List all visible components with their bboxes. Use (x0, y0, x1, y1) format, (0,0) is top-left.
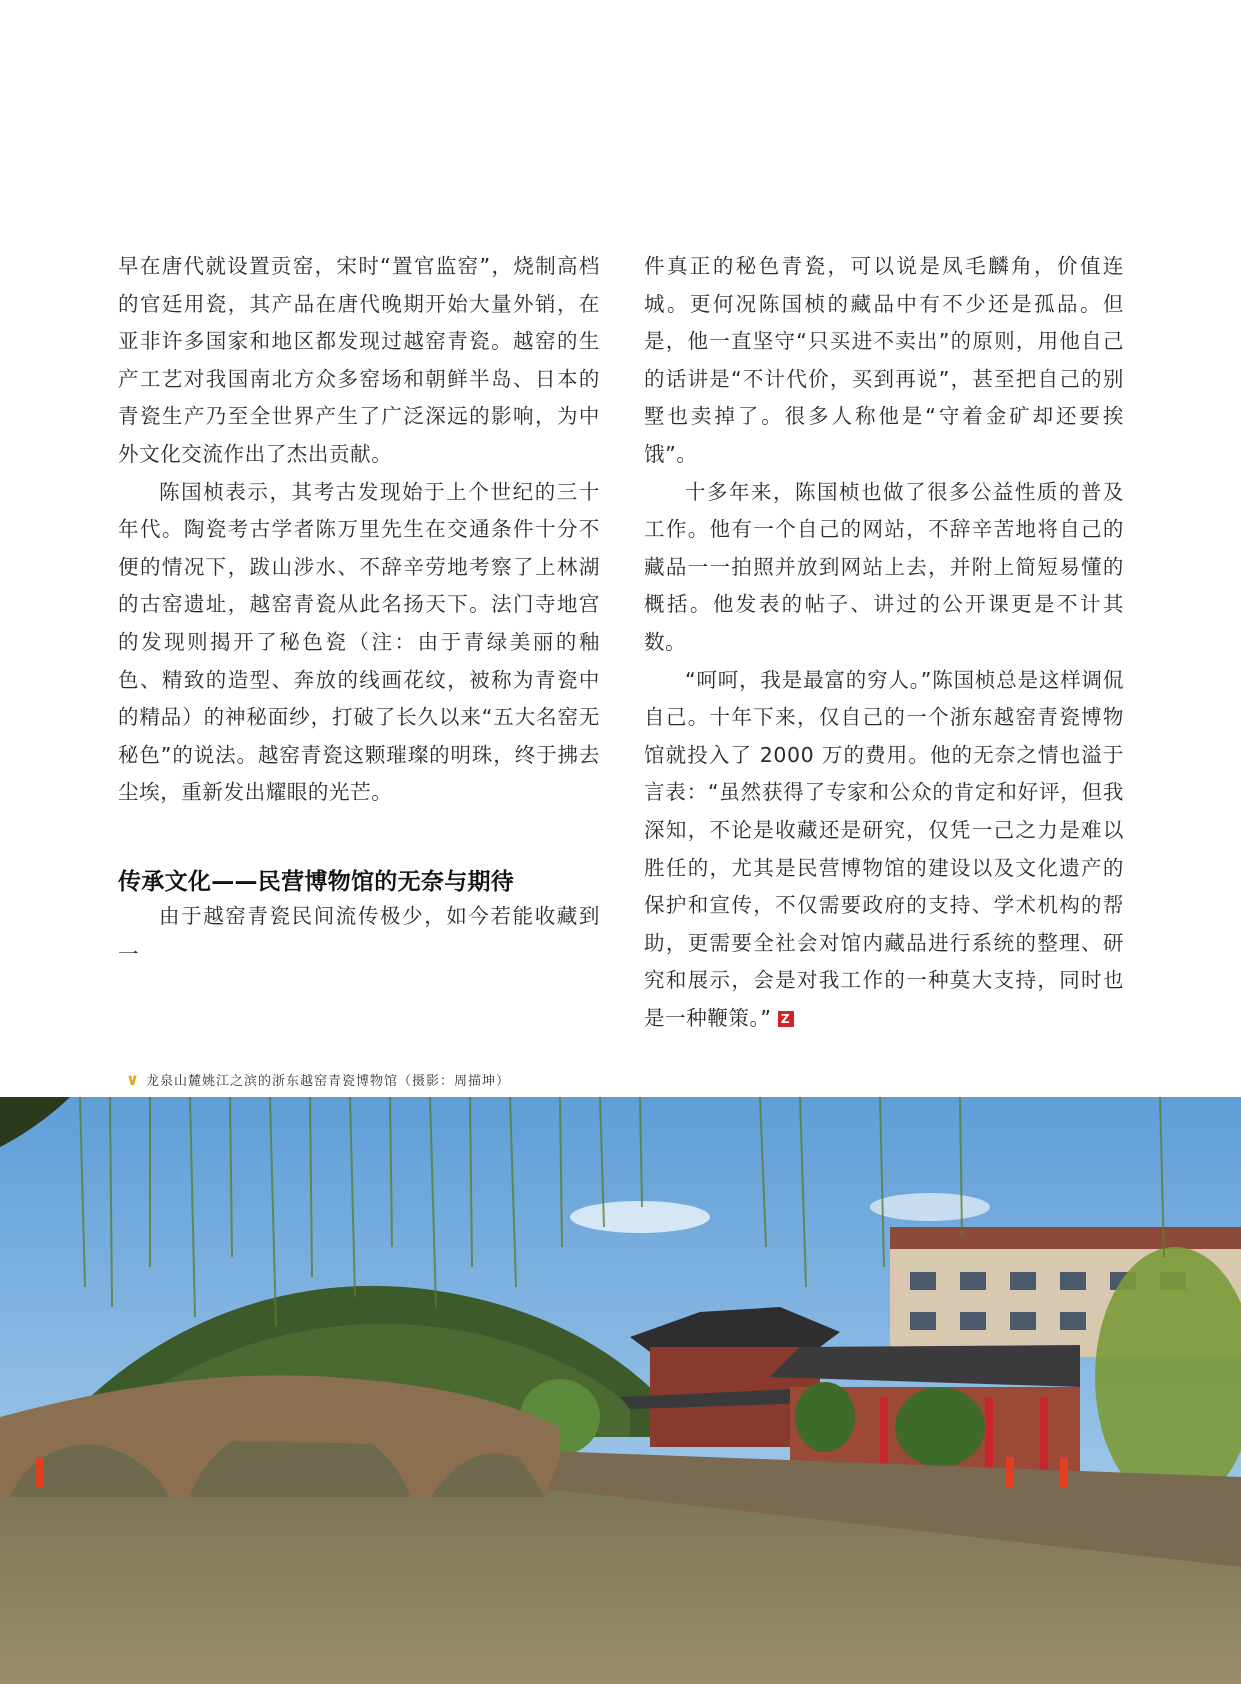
chevron-down-icon: ∨ (126, 1070, 140, 1089)
museum-photo (0, 1097, 1241, 1684)
right-text-column (644, 248, 1124, 1037)
caption-text: 龙泉山麓姚江之滨的浙东越窑青瓷博物馆（摄影：周描坤） (146, 1074, 511, 1089)
left-paragraph-2: 陈国桢表示，其考古发现始于上个世纪的三十年代。陶瓷考古学者陈万里先生在交通条件十分不便的情况下，跋山涉水、不辞辛劳地考察了上林湖的古窑遗址，越窑青瓷从此名扬天下。法门寺地宫的发现则揭开了秘色瓷（注：由于青绿美丽的釉色、精致的造型、奔放的线画花纹，被称为青瓷中的精品）的神秘面纱，打破了长久以来“五大名窑无秘色”的说法。越窑青瓷这颗璀璨的明珠，终于拂去尘埃，重新发出耀眼的光芒。 (118, 479, 600, 805)
article-end-mark-icon: Z (778, 1011, 794, 1027)
photo-caption (126, 1070, 510, 1089)
right-paragraph-3 (644, 662, 1124, 1038)
museum-photo-illustration (0, 1097, 1241, 1684)
left-paragraph-1: 早在唐代就设置贡窑，宋时“置官监窑”，烧制高档的官廷用瓷，其产品在唐代晚期开始大量外销，在亚非许多国家和地区都发现过越窑青瓷。越窑的生产工艺对我国南北方众多窑场和朝鲜半岛、日本的青瓷生产乃至全世界产生了广泛深远的影响，为中外文化交流作出了杰出贡献。 (118, 254, 600, 466)
right-paragraph-3-text: “呵呵，我是最富的穷人。”陈国桢总是这样调侃自己。十年下来，仅自己的一个浙东越窑青瓷博物馆就投入了 2000 万的费用。他的无奈之情也溢于言表：“虽然获得了专家和公众的肯定和好评，但我深知，不论是收藏还是研究，仅凭一己之力是难以胜任的，尤其是民营博物馆的建设以及文化遗产的保护和宣传，不仅需要政府的支持、学术机构的帮助，更需要全社会对馆内藏品进行系统的整理、研究和展示，会是对我工作的一种莫大支持，同时也是一种鞭策。” (644, 667, 1124, 1030)
right-paragraph-1: 件真正的秘色青瓷，可以说是凤毛麟角，价值连城。更何况陈国桢的藏品中有不少还是孤品。但是，他一直坚守“只买进不卖出”的原则，用他自己的话讲是“不计代价，买到再说”，甚至把自己的别墅也卖掉了。很多人称他是“守着金矿却还要挨饿”。 (644, 254, 1124, 466)
right-paragraph-2: 十多年来，陈国桢也做了很多公益性质的普及工作。他有一个自己的网站，不辞辛苦地将自己的藏品一一拍照并放到网站上去，并附上简短易懂的概括。他发表的帖子、讲过的公开课更是不计其数。 (644, 479, 1124, 654)
section-heading: 传承文化——民营博物馆的无奈与期待 (118, 868, 515, 895)
left-text-column (118, 248, 600, 973)
left-paragraph-3: 由于越窑青瓷民间流传极少，如今若能收藏到一 (118, 903, 600, 966)
